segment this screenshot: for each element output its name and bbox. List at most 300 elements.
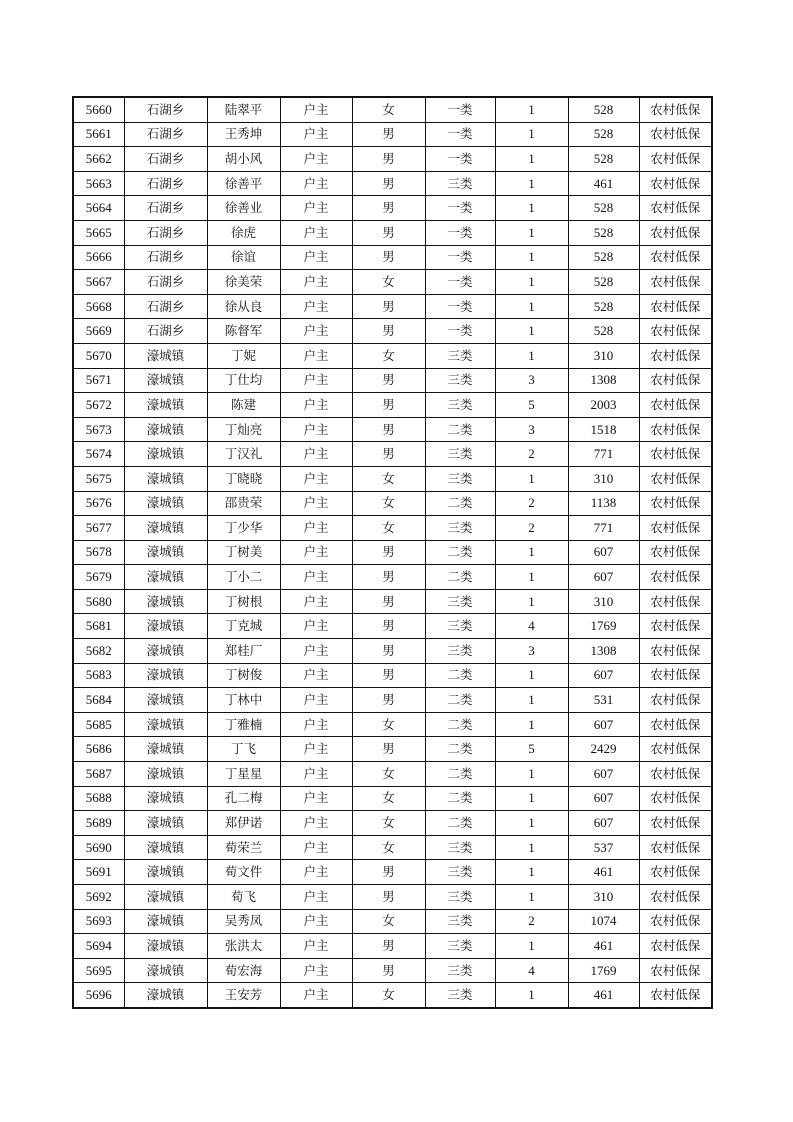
cell-assistance-type: 农村低保 [639,220,712,245]
cell-amount: 607 [568,540,639,565]
cell-amount: 528 [568,196,639,221]
cell-household-size: 2 [495,909,568,934]
cell-assistance-type: 农村低保 [639,516,712,541]
cell-relation: 户主 [280,934,352,959]
cell-assistance-type: 农村低保 [639,860,712,885]
cell-township: 濠城镇 [124,762,207,787]
cell-serial-number: 5670 [73,343,124,368]
cell-assistance-type: 农村低保 [639,958,712,983]
cell-category: 二类 [425,762,495,787]
cell-amount: 528 [568,294,639,319]
cell-amount: 461 [568,171,639,196]
cell-township: 濠城镇 [124,540,207,565]
cell-assistance-type: 农村低保 [639,737,712,762]
cell-sex: 男 [352,196,425,221]
cell-relation: 户主 [280,811,352,836]
cell-sex: 女 [352,983,425,1008]
cell-relation: 户主 [280,663,352,688]
cell-name: 陆翠平 [207,97,280,122]
cell-name: 胡小风 [207,147,280,172]
cell-serial-number: 5667 [73,270,124,295]
cell-serial-number: 5660 [73,97,124,122]
cell-serial-number: 5662 [73,147,124,172]
cell-township: 濠城镇 [124,885,207,910]
table-row [73,737,712,762]
table-row [73,589,712,614]
cell-assistance-type: 农村低保 [639,343,712,368]
cell-amount: 528 [568,97,639,122]
table-row [73,294,712,319]
cell-assistance-type: 农村低保 [639,442,712,467]
cell-amount: 531 [568,688,639,713]
cell-township: 濠城镇 [124,368,207,393]
cell-assistance-type: 农村低保 [639,540,712,565]
cell-household-size: 3 [495,639,568,664]
cell-assistance-type: 农村低保 [639,663,712,688]
table-row [73,417,712,442]
cell-category: 三类 [425,516,495,541]
cell-household-size: 4 [495,958,568,983]
cell-township: 濠城镇 [124,614,207,639]
table-row [73,491,712,516]
cell-household-size: 2 [495,491,568,516]
cell-category: 三类 [425,171,495,196]
cell-sex: 女 [352,762,425,787]
table-row [73,196,712,221]
cell-assistance-type: 农村低保 [639,909,712,934]
cell-township: 石湖乡 [124,171,207,196]
cell-assistance-type: 农村低保 [639,122,712,147]
cell-relation: 户主 [280,220,352,245]
cell-assistance-type: 农村低保 [639,270,712,295]
cell-serial-number: 5678 [73,540,124,565]
cell-category: 一类 [425,147,495,172]
cell-serial-number: 5661 [73,122,124,147]
cell-relation: 户主 [280,614,352,639]
cell-assistance-type: 农村低保 [639,786,712,811]
cell-category: 二类 [425,565,495,590]
cell-amount: 2429 [568,737,639,762]
cell-serial-number: 5692 [73,885,124,910]
cell-amount: 771 [568,442,639,467]
cell-relation: 户主 [280,540,352,565]
cell-township: 濠城镇 [124,589,207,614]
cell-household-size: 3 [495,417,568,442]
cell-household-size: 1 [495,540,568,565]
cell-name: 郑桂厂 [207,639,280,664]
table-row [73,466,712,491]
cell-relation: 户主 [280,442,352,467]
cell-assistance-type: 农村低保 [639,171,712,196]
cell-category: 一类 [425,196,495,221]
cell-household-size: 1 [495,688,568,713]
cell-name: 陈督军 [207,319,280,344]
cell-sex: 男 [352,171,425,196]
cell-household-size: 1 [495,294,568,319]
cell-household-size: 1 [495,196,568,221]
cell-amount: 1308 [568,368,639,393]
cell-name: 徐虎 [207,220,280,245]
cell-household-size: 1 [495,712,568,737]
cell-assistance-type: 农村低保 [639,712,712,737]
cell-name: 丁林中 [207,688,280,713]
table-row [73,171,712,196]
cell-household-size: 5 [495,737,568,762]
cell-category: 三类 [425,442,495,467]
cell-household-size: 1 [495,885,568,910]
cell-township: 濠城镇 [124,712,207,737]
cell-name: 丁灿亮 [207,417,280,442]
cell-serial-number: 5693 [73,909,124,934]
cell-sex: 男 [352,639,425,664]
cell-relation: 户主 [280,417,352,442]
cell-assistance-type: 农村低保 [639,885,712,910]
cell-sex: 男 [352,663,425,688]
cell-category: 一类 [425,294,495,319]
cell-assistance-type: 农村低保 [639,639,712,664]
cell-relation: 户主 [280,835,352,860]
cell-sex: 男 [352,565,425,590]
cell-name: 邵贵荣 [207,491,280,516]
table-row [73,934,712,959]
cell-relation: 户主 [280,245,352,270]
cell-amount: 607 [568,712,639,737]
cell-township: 濠城镇 [124,565,207,590]
cell-relation: 户主 [280,712,352,737]
cell-amount: 607 [568,786,639,811]
cell-township: 石湖乡 [124,147,207,172]
cell-township: 濠城镇 [124,909,207,934]
cell-name: 荀宏海 [207,958,280,983]
cell-household-size: 1 [495,762,568,787]
cell-name: 丁妮 [207,343,280,368]
cell-relation: 户主 [280,983,352,1008]
table-row [73,319,712,344]
cell-assistance-type: 农村低保 [639,245,712,270]
cell-household-size: 1 [495,97,568,122]
cell-sex: 男 [352,860,425,885]
cell-name: 丁少华 [207,516,280,541]
cell-name: 丁树美 [207,540,280,565]
cell-assistance-type: 农村低保 [639,983,712,1008]
cell-serial-number: 5665 [73,220,124,245]
cell-category: 一类 [425,319,495,344]
cell-relation: 户主 [280,762,352,787]
cell-amount: 461 [568,934,639,959]
cell-serial-number: 5677 [73,516,124,541]
cell-amount: 528 [568,270,639,295]
cell-household-size: 3 [495,368,568,393]
cell-name: 荀文件 [207,860,280,885]
cell-household-size: 1 [495,343,568,368]
cell-name: 徐从良 [207,294,280,319]
cell-category: 三类 [425,934,495,959]
cell-household-size: 1 [495,220,568,245]
cell-name: 王安芳 [207,983,280,1008]
cell-category: 一类 [425,122,495,147]
cell-relation: 户主 [280,516,352,541]
table-row [73,220,712,245]
cell-amount: 528 [568,319,639,344]
table-row [73,516,712,541]
cell-name: 王秀坤 [207,122,280,147]
cell-assistance-type: 农村低保 [639,811,712,836]
cell-name: 丁汉礼 [207,442,280,467]
cell-assistance-type: 农村低保 [639,762,712,787]
cell-category: 三类 [425,983,495,1008]
table-row [73,122,712,147]
table-row [73,614,712,639]
cell-assistance-type: 农村低保 [639,97,712,122]
cell-household-size: 1 [495,835,568,860]
cell-name: 丁星星 [207,762,280,787]
cell-amount: 310 [568,466,639,491]
cell-serial-number: 5672 [73,393,124,418]
cell-township: 濠城镇 [124,786,207,811]
cell-township: 濠城镇 [124,516,207,541]
table-row [73,639,712,664]
cell-sex: 女 [352,516,425,541]
beneficiary-table [72,96,713,1009]
cell-township: 濠城镇 [124,442,207,467]
cell-assistance-type: 农村低保 [639,614,712,639]
cell-category: 二类 [425,540,495,565]
cell-amount: 1138 [568,491,639,516]
cell-category: 三类 [425,860,495,885]
cell-sex: 女 [352,811,425,836]
cell-household-size: 1 [495,171,568,196]
cell-category: 二类 [425,417,495,442]
cell-township: 石湖乡 [124,220,207,245]
cell-household-size: 1 [495,319,568,344]
cell-sex: 男 [352,442,425,467]
cell-serial-number: 5668 [73,294,124,319]
cell-amount: 461 [568,983,639,1008]
cell-name: 丁树根 [207,589,280,614]
cell-assistance-type: 农村低保 [639,934,712,959]
cell-serial-number: 5681 [73,614,124,639]
cell-household-size: 1 [495,663,568,688]
cell-amount: 537 [568,835,639,860]
cell-sex: 女 [352,97,425,122]
cell-household-size: 1 [495,466,568,491]
cell-relation: 户主 [280,319,352,344]
cell-relation: 户主 [280,491,352,516]
cell-name: 丁飞 [207,737,280,762]
table-row [73,885,712,910]
cell-category: 三类 [425,368,495,393]
cell-relation: 户主 [280,196,352,221]
cell-sex: 女 [352,466,425,491]
cell-category: 一类 [425,245,495,270]
cell-category: 一类 [425,97,495,122]
cell-amount: 1769 [568,614,639,639]
cell-sex: 女 [352,909,425,934]
cell-township: 濠城镇 [124,811,207,836]
table-row [73,811,712,836]
cell-category: 三类 [425,343,495,368]
table-row [73,343,712,368]
cell-category: 一类 [425,220,495,245]
cell-sex: 女 [352,491,425,516]
table-row [73,368,712,393]
table-row [73,983,712,1008]
cell-amount: 310 [568,589,639,614]
cell-serial-number: 5689 [73,811,124,836]
cell-category: 三类 [425,639,495,664]
cell-category: 三类 [425,958,495,983]
table-row [73,147,712,172]
table-row [73,712,712,737]
cell-township: 濠城镇 [124,688,207,713]
cell-serial-number: 5686 [73,737,124,762]
cell-amount: 310 [568,885,639,910]
cell-relation: 户主 [280,688,352,713]
cell-serial-number: 5690 [73,835,124,860]
cell-sex: 男 [352,220,425,245]
table-row [73,245,712,270]
cell-serial-number: 5685 [73,712,124,737]
cell-serial-number: 5679 [73,565,124,590]
cell-assistance-type: 农村低保 [639,491,712,516]
cell-name: 荀飞 [207,885,280,910]
cell-amount: 607 [568,565,639,590]
cell-relation: 户主 [280,885,352,910]
cell-township: 濠城镇 [124,860,207,885]
table-row [73,860,712,885]
cell-category: 三类 [425,909,495,934]
cell-township: 濠城镇 [124,343,207,368]
cell-serial-number: 5682 [73,639,124,664]
cell-name: 陈建 [207,393,280,418]
cell-sex: 女 [352,786,425,811]
cell-sex: 男 [352,319,425,344]
cell-amount: 1769 [568,958,639,983]
table-body [73,97,712,1008]
cell-household-size: 1 [495,147,568,172]
table-row [73,835,712,860]
cell-sex: 男 [352,393,425,418]
cell-township: 濠城镇 [124,835,207,860]
cell-relation: 户主 [280,343,352,368]
cell-sex: 男 [352,417,425,442]
cell-relation: 户主 [280,639,352,664]
cell-name: 徐善平 [207,171,280,196]
table-row [73,540,712,565]
cell-category: 二类 [425,712,495,737]
cell-serial-number: 5696 [73,983,124,1008]
cell-category: 一类 [425,270,495,295]
cell-relation: 户主 [280,737,352,762]
cell-assistance-type: 农村低保 [639,393,712,418]
cell-serial-number: 5663 [73,171,124,196]
cell-category: 三类 [425,885,495,910]
cell-amount: 607 [568,663,639,688]
cell-relation: 户主 [280,565,352,590]
cell-relation: 户主 [280,368,352,393]
cell-relation: 户主 [280,270,352,295]
cell-assistance-type: 农村低保 [639,368,712,393]
cell-sex: 男 [352,688,425,713]
cell-household-size: 1 [495,270,568,295]
cell-township: 濠城镇 [124,466,207,491]
cell-serial-number: 5671 [73,368,124,393]
cell-serial-number: 5669 [73,319,124,344]
cell-serial-number: 5694 [73,934,124,959]
cell-relation: 户主 [280,860,352,885]
cell-township: 濠城镇 [124,393,207,418]
cell-sex: 男 [352,614,425,639]
cell-category: 二类 [425,663,495,688]
cell-assistance-type: 农村低保 [639,835,712,860]
cell-township: 濠城镇 [124,491,207,516]
table-row [73,565,712,590]
cell-assistance-type: 农村低保 [639,466,712,491]
cell-sex: 男 [352,958,425,983]
cell-township: 濠城镇 [124,737,207,762]
cell-township: 濠城镇 [124,934,207,959]
cell-household-size: 2 [495,442,568,467]
cell-amount: 771 [568,516,639,541]
cell-assistance-type: 农村低保 [639,417,712,442]
cell-serial-number: 5675 [73,466,124,491]
cell-name: 孔二梅 [207,786,280,811]
cell-name: 丁克城 [207,614,280,639]
cell-assistance-type: 农村低保 [639,196,712,221]
cell-sex: 男 [352,934,425,959]
cell-township: 濠城镇 [124,983,207,1008]
cell-name: 荀荣兰 [207,835,280,860]
cell-household-size: 4 [495,614,568,639]
cell-relation: 户主 [280,466,352,491]
cell-name: 丁小二 [207,565,280,590]
cell-household-size: 1 [495,934,568,959]
cell-name: 丁仕均 [207,368,280,393]
table-row [73,958,712,983]
cell-relation: 户主 [280,393,352,418]
cell-township: 石湖乡 [124,319,207,344]
cell-name: 张洪太 [207,934,280,959]
cell-assistance-type: 农村低保 [639,319,712,344]
cell-amount: 1518 [568,417,639,442]
cell-township: 石湖乡 [124,122,207,147]
cell-household-size: 1 [495,589,568,614]
cell-household-size: 1 [495,860,568,885]
cell-amount: 310 [568,343,639,368]
cell-household-size: 1 [495,122,568,147]
cell-township: 石湖乡 [124,196,207,221]
cell-household-size: 1 [495,565,568,590]
cell-sex: 男 [352,589,425,614]
cell-name: 徐善业 [207,196,280,221]
cell-township: 石湖乡 [124,245,207,270]
cell-household-size: 1 [495,811,568,836]
cell-serial-number: 5688 [73,786,124,811]
cell-amount: 528 [568,147,639,172]
table-row [73,909,712,934]
table-row [73,97,712,122]
cell-sex: 女 [352,270,425,295]
cell-name: 丁树俊 [207,663,280,688]
cell-relation: 户主 [280,171,352,196]
cell-name: 丁晓晓 [207,466,280,491]
cell-serial-number: 5674 [73,442,124,467]
cell-category: 二类 [425,811,495,836]
cell-category: 三类 [425,614,495,639]
cell-household-size: 2 [495,516,568,541]
cell-township: 濠城镇 [124,417,207,442]
cell-relation: 户主 [280,909,352,934]
